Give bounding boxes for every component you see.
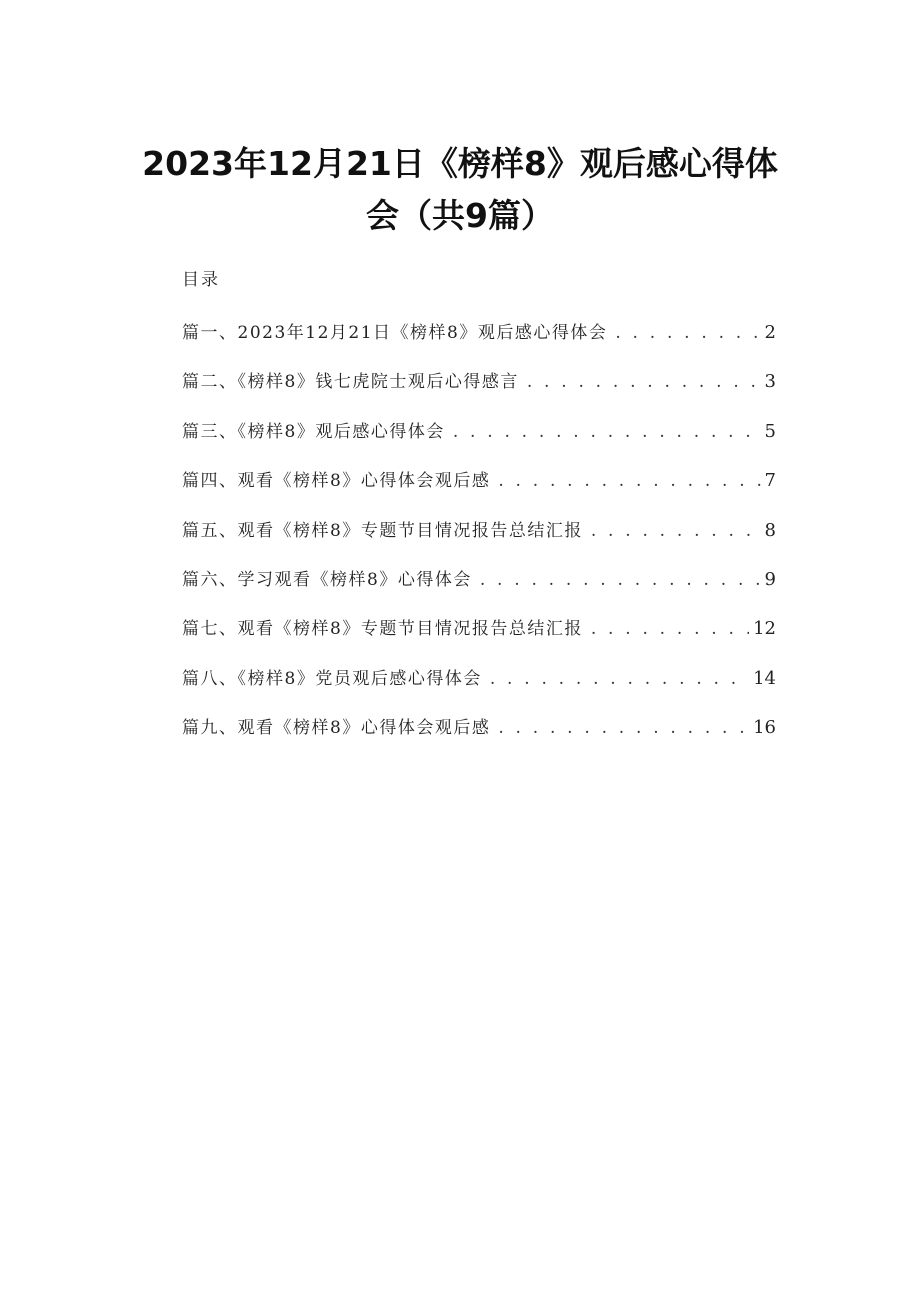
toc-entry-9[interactable]	[182, 713, 776, 762]
toc-leader-dots	[527, 372, 761, 392]
toc-leader-dots	[490, 669, 749, 689]
toc-entry-7[interactable]	[182, 614, 776, 663]
toc-entry-page: 5	[764, 420, 776, 442]
toc-leader-dots	[498, 471, 760, 491]
toc-entry-page: 3	[764, 371, 776, 393]
toc-entry-page: 12	[753, 618, 776, 640]
toc-leader-dots	[615, 323, 760, 343]
toc-entry-page: 14	[753, 667, 776, 689]
toc-entry-label: 篇二、《榜样8》钱七虎院士观后心得感言	[182, 372, 519, 393]
toc-entry-page: 7	[764, 470, 776, 492]
toc-entry-page: 2	[764, 322, 776, 343]
toc-entry-label: 篇四、观看《榜样8》心得体会观后感	[182, 471, 491, 492]
toc-entry-label: 篇六、学习观看《榜样8》心得体会	[182, 569, 472, 590]
toc-heading: 目录	[182, 270, 220, 290]
toc-entry-8[interactable]	[182, 664, 776, 713]
toc-entry-label: 篇三、《榜样8》观后感心得体会	[182, 421, 445, 442]
toc-entry-2[interactable]	[182, 367, 776, 416]
toc-entry-6[interactable]	[182, 565, 776, 614]
toc-entry-label: 篇七、观看《榜样8》专题节目情况报告总结汇报	[182, 619, 583, 640]
toc-entry-page: 16	[753, 717, 776, 739]
toc-leader-dots	[591, 619, 749, 639]
toc-entry-label: 篇八、《榜样8》党员观后感心得体会	[182, 668, 482, 689]
toc-entry-label: 篇一、2023年12月21日《榜样8》观后感心得体会	[182, 323, 608, 343]
toc-leader-dots	[453, 422, 761, 442]
toc-leader-dots	[591, 521, 761, 541]
document-title-line-2: 会（共9篇）	[366, 196, 554, 235]
toc-entry-3[interactable]	[182, 417, 776, 466]
toc-leader-dots	[480, 570, 761, 590]
table-of-contents	[182, 318, 776, 763]
toc-entry-4[interactable]	[182, 466, 776, 515]
toc-entry-label: 篇九、观看《榜样8》心得体会观后感	[182, 718, 491, 739]
toc-entry-label: 篇五、观看《榜样8》专题节目情况报告总结汇报	[182, 520, 583, 541]
toc-entry-1[interactable]	[182, 318, 776, 367]
toc-leader-dots	[498, 718, 749, 738]
toc-entry-page: 9	[764, 568, 776, 590]
toc-entry-page: 8	[764, 519, 776, 541]
document-title	[120, 138, 800, 242]
document-title-line-1: 2023年12月21日《榜样8》观后感心得体	[142, 144, 778, 183]
toc-entry-5[interactable]	[182, 516, 776, 565]
